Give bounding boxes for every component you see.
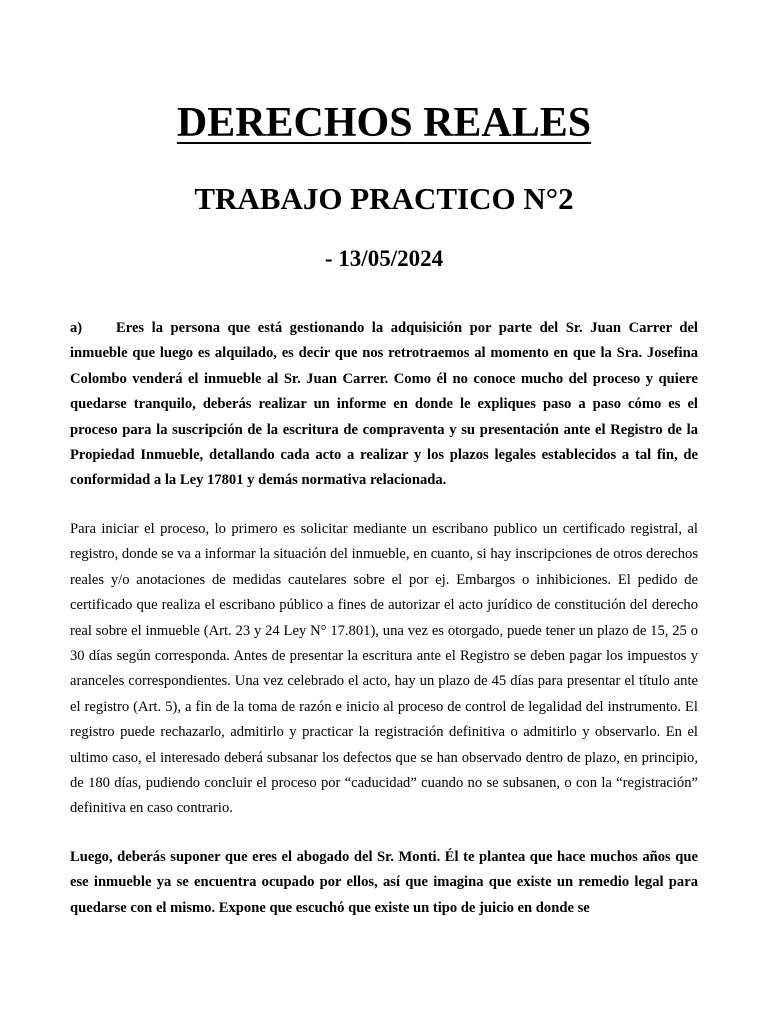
question-a-marker: a): [70, 320, 83, 336]
question-a-paragraph: [70, 316, 698, 494]
answer-a-paragraph: Para iniciar el proceso, lo primero es solicitar mediante un escribano publico un certificado registral, al registro, donde se va a informar la situación del inmueble, en cuanto, si hay inscripciones de otros derechos reales y/o anotaciones de medidas cautelares sobre el por ej. Embargos o inhibiciones. El pedido de certificado que realiza el escribano público a fines de autorizar el acto jurídico de constitución del derecho real sobre el inmueble (Art. 23 y 24 Ley N° 17.801), una vez es otorgado, puede tener un plazo de 15, 25 o 30 días según corresponda. Antes de presentar la escritura ante el Registro se deben pagar los impuestos y aranceles correspondientes. Una vez celebrado el acto, hay un plazo de 45 días para presentar el título ante el registro (Art. 5), a fin de la toma de razón e inicio al proceso de control de legalidad del instrumento. El registro puede rechazarlo, admitirlo y practicar la registración definitiva o admitirlo y observarlo. En el ultimo caso, el interesado deberá subsanar los defectos que se han observado dentro de plazo, en principio, de 180 días, pudiendo concluir el proceso por “caducidad” cuando no se subsanen, o con la “registración” definitiva en caso contrario.: [70, 521, 698, 817]
question-b-intro-paragraph: Luego, deberás suponer que eres el abogado del Sr. Monti. Él te plantea que hace muchos años que ese inmueble ya se encuentra ocupado por ellos, así que imagina que existe un remedio legal para quedarse con el mismo. Expone que escuchó que existe un tipo de juicio en donde se: [70, 849, 698, 916]
document-subtitle: TRABAJO PRACTICO N°2: [194, 181, 574, 216]
document-date: - 13/05/2024: [324, 246, 444, 271]
question-a-text: Eres la persona que está gestionando la adquisición por parte del Sr. Juan Carrer del inmueble que luego es alquilado, es decir que nos retrotraemos al momento en que la Sra. Josefina Colombo venderá el inmueble al Sr. Juan Carrer. Como él no conoce mucho del proceso y quiere quedarse tranquilo, deberás realizar un informe en donde le expliques paso a paso cómo es el proceso para la suscripción de la escritura de compraventa y su presentación ante el Registro de la Propiedad Inmueble, detallando cada acto a realizar y los plazos legales establecidos a tal fin, de conformidad a la Ley 17801 y demás normativa relacionada.: [70, 320, 698, 489]
document-title: DERECHOS REALES: [176, 100, 592, 146]
